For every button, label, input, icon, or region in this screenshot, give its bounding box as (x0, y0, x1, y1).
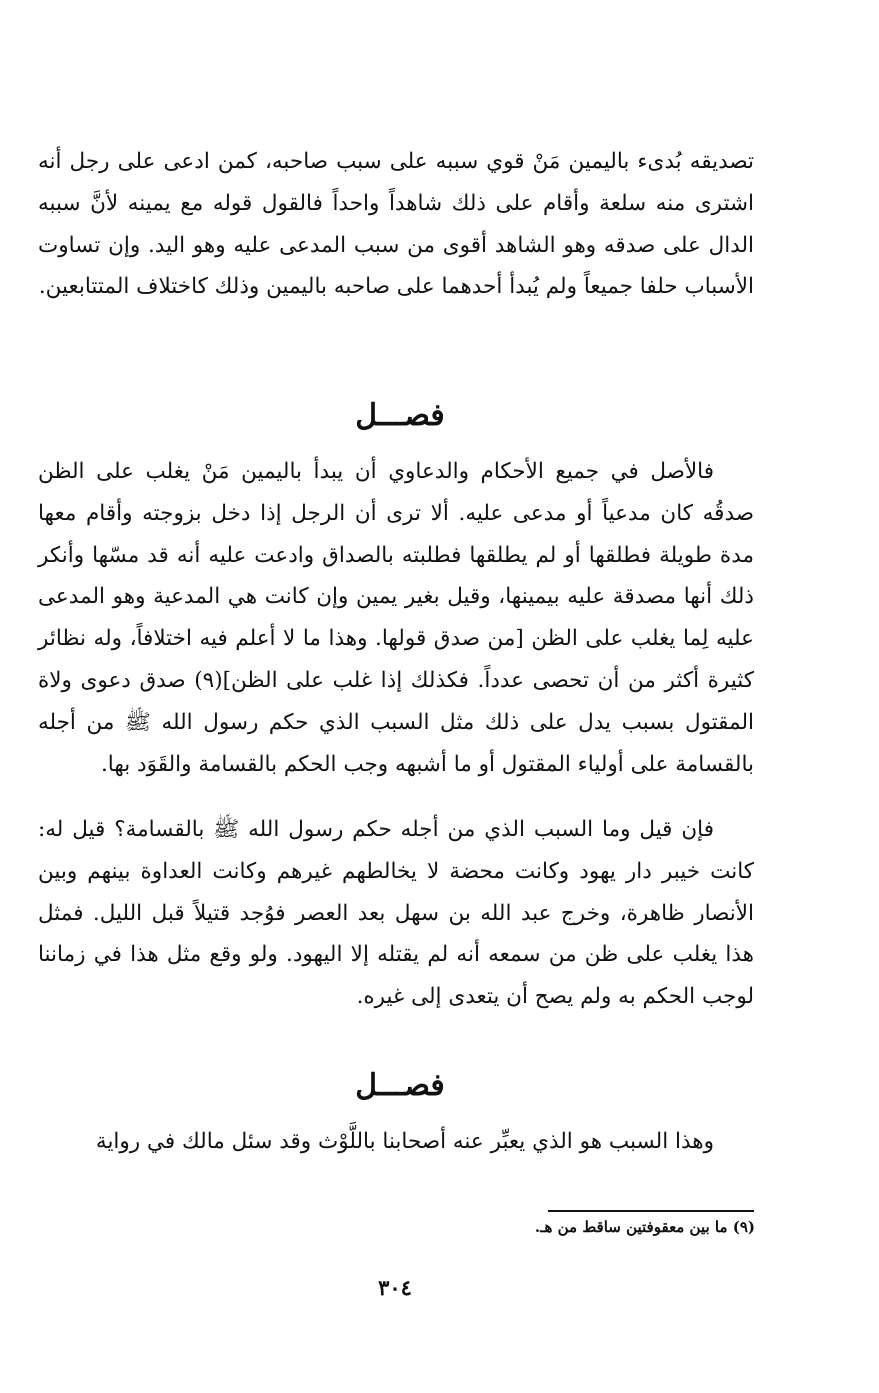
paragraph-4: وهذا السبب هو الذي يعبِّر عنه أصحابنا باللَّوْث وقد سئل مالك في رواية (95, 1129, 714, 1154)
paragraph-3: فإن قيل وما السبب الذي من أجله حكم رسول الله ﷺ بالقسامة؟ قيل له: كانت خيبر دار يهود وكانت محضة لا يخالطهم غيرهم وكانت العداوة بينهم وبين الأنصار ظاهرة، وخرج عبد الله بن سهل بعد العصر فوُجد قتيلاً قبل الليل. فمثل هذا يغلب على ظن من سمعه أنه لم يقتله إلا اليهود. ولو وقع مثل هذا في زماننا لوجب الحكم به ولم يصح أن يتعدى إلى غيره. (38, 817, 754, 1010)
section-heading-2: فصـــل (355, 1068, 445, 1103)
footnote-divider (548, 1210, 754, 1212)
paragraph-1: تصديقه بُدىء باليمين مَنْ قوي سببه على سبب صاحبه، كمن ادعى على رجل أنه اشترى منه سلعة وأقام على ذلك شاهداً واحداً فالقول قوله مع يمينه لأنَّ سببه الدال على صدقه وهو الشاهد أقوى من سبب المدعى عليه وهو اليد. وإن تساوت الأسباب حلفا جميعاً ولم يُبدأ أحدهما على صاحبه باليمين وذلك كاختلاف المتتابعين. (38, 149, 754, 300)
page-number: ٣٠٤ (378, 1275, 412, 1300)
section-heading-1: فصـــل (355, 398, 445, 433)
paragraph-2: فالأصل في جميع الأحكام والدعاوي أن يبدأ باليمين مَنْ يغلب على الظن صدقُه كان مدعياً أو مدعى عليه. ألا ترى أن الرجل إذا دخل بزوجته وأقام معها مدة طويلة فطلقها أو لم يطلقها فطلبته بالصداق وادعت عليه أنه قد مسّها وأنكر ذلك أنها مصدقة عليه بيمينها، وقيل بغير يمين وإن كانت هي المدعية وهو المدعى عليه لِما يغلب على الظن [من صدق قولها. وهذا ما لا أعلم فيه اختلافاً، وله نظائر كثيرة أكثر من أن تحصى عدداً. فكذلك إذا غلب على الظن](٩) صدق دعوى ولاة المقتول بسبب يدل على ذلك مثل السبب الذي حكم رسول الله ﷺ من أجله بالقسامة على أولياء المقتول أو ما أشبهه وجب الحكم بالقسامة والقَوَد بها. (38, 459, 754, 777)
footnote: (٩) ما بين معقوفتين ساقط من هـ. (534, 1218, 755, 1236)
